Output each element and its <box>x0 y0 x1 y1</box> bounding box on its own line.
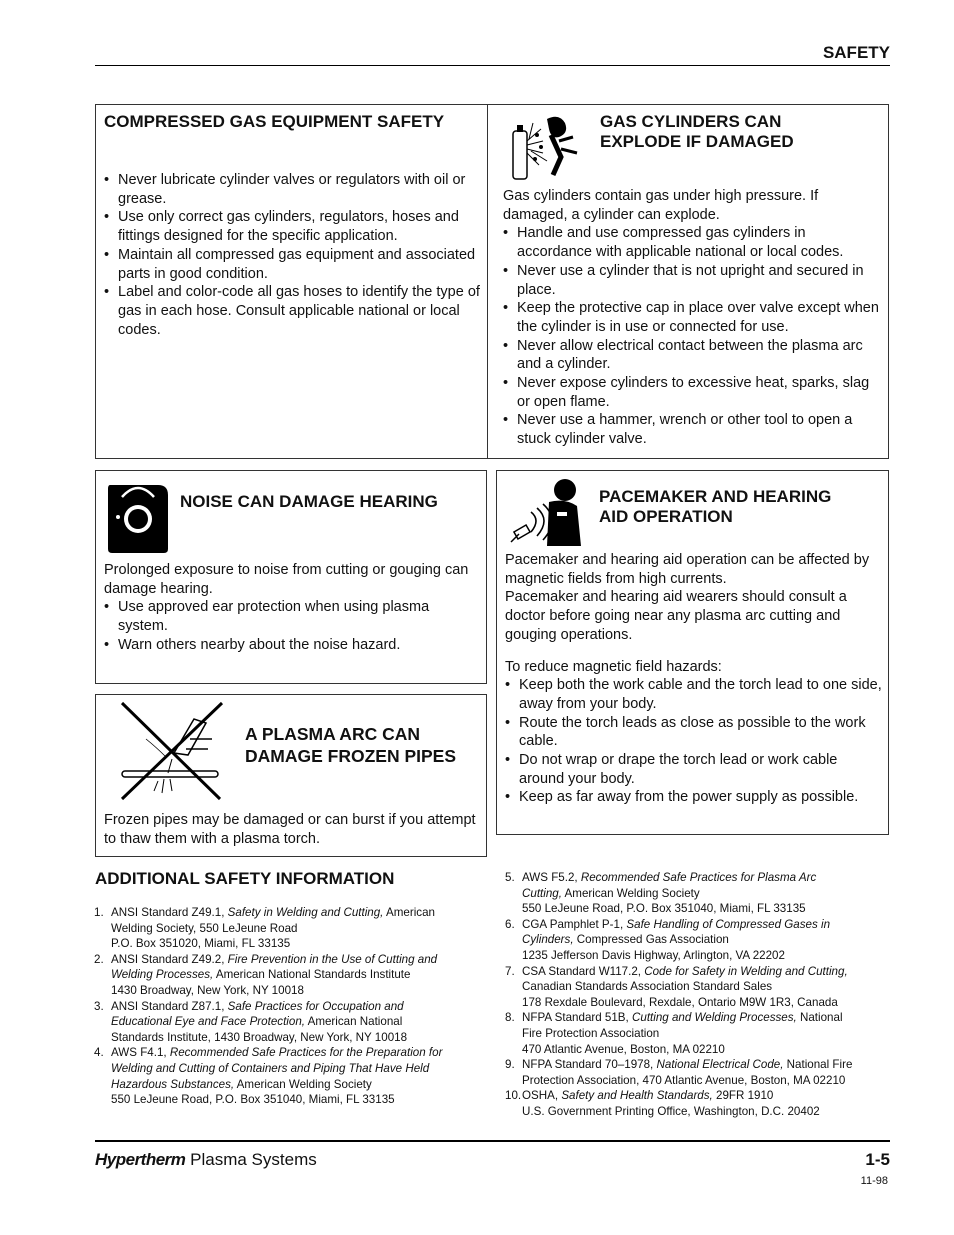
reference-text: Compressed Gas Association <box>573 933 729 947</box>
gas-cylinders-intro: Gas cylinders contain gas under high pressure. If damaged, a cylinder can explode. <box>503 188 819 223</box>
reference-text: Canadian Standards Association Standard Sales <box>522 980 773 994</box>
pacemaker-title-line1: PACEMAKER AND HEARING <box>599 487 832 506</box>
reference-number: 3. <box>94 999 104 1013</box>
reference-text: 29FR 1910 <box>712 1089 774 1103</box>
frozen-pipes-title-line1: A PLASMA ARC CAN <box>245 724 420 744</box>
reference-text: OSHA, <box>522 1089 562 1103</box>
reference-number: 8. <box>505 1011 515 1025</box>
reference-item <box>505 964 895 1011</box>
reference-text: National Fire <box>783 1058 853 1072</box>
reference-number: 10. <box>505 1089 522 1103</box>
reference-text: American Welding Society <box>561 886 700 900</box>
brand-text: Plasma Systems <box>185 1150 317 1169</box>
pacemaker-item: • Keep as far away from the power supply as possible. <box>505 788 885 807</box>
pacemaker-para3: To reduce magnetic field hazards: <box>505 658 722 675</box>
reference-title-text: Fire Prevention in the Use of Cutting and <box>227 952 438 966</box>
gas-cylinders-item: • Never use a cylinder that is not upright and secured in place. <box>503 262 883 299</box>
frozen-pipes-title <box>245 723 456 767</box>
reference-title-text: Welding Processes, <box>111 968 214 982</box>
reference-text: Standards Institute, 1430 Broadway, New York, NY 10018 <box>111 1030 408 1044</box>
reference-text: American National <box>305 1015 403 1029</box>
compressed-gas-item: • Use only correct gas cylinders, regulators, hoses and fittings designed for the specific application. <box>104 208 482 245</box>
gas-cylinders-item: • Never expose cylinders to excessive heat, sparks, slag or open flame. <box>503 374 883 411</box>
exploding-cylinder-icon <box>507 111 583 183</box>
reference-text: American National Standards Institute <box>213 968 411 982</box>
gas-cylinders-item: • Keep the protective cap in place over valve except when the cylinder is in use or connected for use. <box>503 299 883 336</box>
reference-title-text: Recommended Safe Practices for the Preparation for <box>169 1046 443 1060</box>
reference-text: Protection Association, 470 Atlantic Avenue, Boston, MA 02210 <box>522 1073 846 1087</box>
reference-number: 4. <box>94 1046 104 1060</box>
frozen-pipes-title-line2: DAMAGE FROZEN PIPES <box>245 746 456 766</box>
ear-protection-icon <box>104 481 172 555</box>
reference-text: 1235 Jefferson Davis Highway, Arlington, VA 22202 <box>522 948 785 962</box>
pacemaker-item: • Route the torch leads as close as possible to the work cable. <box>505 714 885 751</box>
reference-item <box>505 870 895 917</box>
frozen-pipes-body <box>104 811 480 848</box>
compressed-gas-list <box>104 171 482 339</box>
reference-text: AWS F5.2, <box>522 871 581 884</box>
reference-title-text: Safe Practices for Occupation and <box>227 999 404 1013</box>
noise-title: NOISE CAN DAMAGE HEARING <box>180 492 438 511</box>
reference-text: P.O. Box 351020, Miami, FL 33135 <box>111 937 291 951</box>
noise-item: • Use approved ear protection when using plasma system. <box>104 598 480 635</box>
header-rule <box>95 65 890 66</box>
reference-title-text: Code for Safety in Welding and Cutting, <box>644 964 848 978</box>
reference-number: 2. <box>94 952 104 966</box>
brand-logo: Hypertherm <box>95 1150 186 1169</box>
reference-title-text: Recommended Safe Practices for Plasma Arc <box>580 871 817 884</box>
references-right <box>505 870 895 1120</box>
reference-number: 1. <box>94 906 104 919</box>
compressed-gas-title: COMPRESSED GAS EQUIPMENT SAFETY <box>104 112 445 131</box>
reference-text: AWS F4.1, <box>111 1046 170 1060</box>
no-thawing-pipes-icon <box>116 699 228 803</box>
pacemaker-title-line2: AID OPERATION <box>599 507 733 526</box>
brand <box>95 1150 317 1170</box>
compressed-gas-item: • Label and color-code all gas hoses to identify the type of gas in each hose. Consult applicable national or local codes. <box>104 283 482 339</box>
reference-text: Fire Protection Association <box>522 1026 660 1040</box>
additional-safety-title: ADDITIONAL SAFETY INFORMATION <box>95 869 395 888</box>
gas-cylinders-title-line1: GAS CYLINDERS CAN <box>600 112 782 131</box>
reference-text: 550 LeJeune Road, P.O. Box 351040, Miami, FL 33135 <box>111 1093 395 1107</box>
noise-body <box>104 561 480 655</box>
reference-item <box>505 1010 895 1057</box>
reference-title-text: Welding and Cutting of Containers and Piping That Have Held <box>111 1061 430 1075</box>
compressed-gas-item: • Never lubricate cylinder valves or regulators with oil or grease. <box>104 171 482 208</box>
references-left <box>94 905 484 1108</box>
pacemaker-para1: Pacemaker and hearing aid operation can be affected by magnetic fields from high currents. <box>505 552 870 587</box>
reference-text: American <box>383 906 435 919</box>
reference-text: CGA Pamphlet P-1, <box>522 917 627 931</box>
pacemaker-body <box>505 551 885 807</box>
noise-item: • Warn others nearby about the noise hazard. <box>104 636 480 655</box>
gas-cylinders-box <box>487 104 889 459</box>
reference-text: 470 Atlantic Avenue, Boston, MA 02210 <box>522 1042 725 1056</box>
reference-item <box>94 905 484 952</box>
pacemaker-item: • Keep both the work cable and the torch lead to one side, away from your body. <box>505 676 885 713</box>
reference-title-text: Safety and Health Standards, <box>561 1089 713 1103</box>
pacemaker-box <box>496 470 889 835</box>
reference-text: Welding Society, 550 LeJeune Road <box>111 921 298 935</box>
gas-cylinders-item: • Never allow electrical contact between the plasma arc and a cylinder. <box>503 337 883 374</box>
reference-number: 7. <box>505 964 515 978</box>
page-number: 1-5 <box>865 1150 890 1169</box>
gas-cylinders-title <box>600 112 794 152</box>
gas-cylinders-item: • Handle and use compressed gas cylinders in accordance with applicable national or local codes. <box>503 224 883 261</box>
reference-text: 1430 Broadway, New York, NY 10018 <box>111 983 304 997</box>
frozen-pipes-box <box>95 694 487 857</box>
reference-text: CSA Standard W117.2, <box>522 964 645 978</box>
reference-text: NFPA Standard 70–1978, <box>522 1058 657 1072</box>
reference-text: ANSI Standard Z49.2, <box>111 952 228 966</box>
gas-cylinders-title-line2: EXPLODE IF DAMAGED <box>600 132 794 151</box>
reference-text: National <box>796 1011 843 1025</box>
reference-number: 6. <box>505 917 515 931</box>
reference-text: ANSI Standard Z49.1, <box>111 906 228 919</box>
reference-title-text: Cutting and Welding Processes, <box>632 1011 797 1025</box>
reference-title-text: Educational Eye and Face Protection, <box>111 1015 305 1029</box>
reference-number: 9. <box>505 1058 515 1072</box>
reference-number: 5. <box>505 871 515 884</box>
pacemaker-title <box>599 487 831 527</box>
reference-title-text: Hazardous Substances, <box>111 1077 235 1091</box>
reference-title-text: Cylinders, <box>522 933 574 947</box>
reference-item <box>94 952 484 999</box>
reference-text: NFPA Standard 51B, <box>522 1011 632 1025</box>
compressed-gas-box <box>95 104 488 459</box>
frozen-pipes-text: Frozen pipes may be damaged or can burst if you attempt to thaw them with a plasma torch. <box>104 812 476 847</box>
reference-title-text: Cutting, <box>522 886 562 900</box>
reference-item <box>505 1057 895 1088</box>
footer-rule <box>95 1140 890 1142</box>
reference-item <box>505 917 895 964</box>
reference-item <box>505 1088 895 1119</box>
section-label: SAFETY <box>822 43 890 62</box>
reference-text: 550 LeJeune Road, P.O. Box 351040, Miami, FL 33135 <box>522 902 806 916</box>
pacemaker-magnetic-field-icon <box>507 476 587 550</box>
reference-title-text: Safe Handling of Compressed Gases in <box>626 917 831 931</box>
noise-intro: Prolonged exposure to noise from cutting or gouging can damage hearing. <box>104 562 469 597</box>
gas-cylinders-body <box>503 187 883 449</box>
reference-text: U.S. Government Printing Office, Washington, D.C. 20402 <box>522 1104 820 1118</box>
reference-text: American Welding Society <box>234 1077 372 1091</box>
reference-item <box>94 1045 484 1107</box>
reference-title-text: Safety in Welding and Cutting, <box>227 906 384 919</box>
pacemaker-item: • Do not wrap or drape the torch lead or work cable around your body. <box>505 751 885 788</box>
pacemaker-para2: Pacemaker and hearing aid wearers should consult a doctor before going near any plasma arc cutting and gouging operations. <box>505 589 847 643</box>
noise-box <box>95 470 487 684</box>
date-code: 11-98 <box>860 1175 888 1187</box>
reference-text: 178 Rexdale Boulevard, Rexdale, Ontario M9W 1R3, Canada <box>522 995 838 1009</box>
compressed-gas-item: • Maintain all compressed gas equipment and associated parts in good condition. <box>104 246 482 283</box>
gas-cylinders-item: • Never use a hammer, wrench or other tool to open a stuck cylinder valve. <box>503 411 883 448</box>
reference-title-text: National Electrical Code, <box>656 1058 784 1072</box>
reference-item <box>94 999 484 1046</box>
reference-text: ANSI Standard Z87.1, <box>111 999 228 1013</box>
